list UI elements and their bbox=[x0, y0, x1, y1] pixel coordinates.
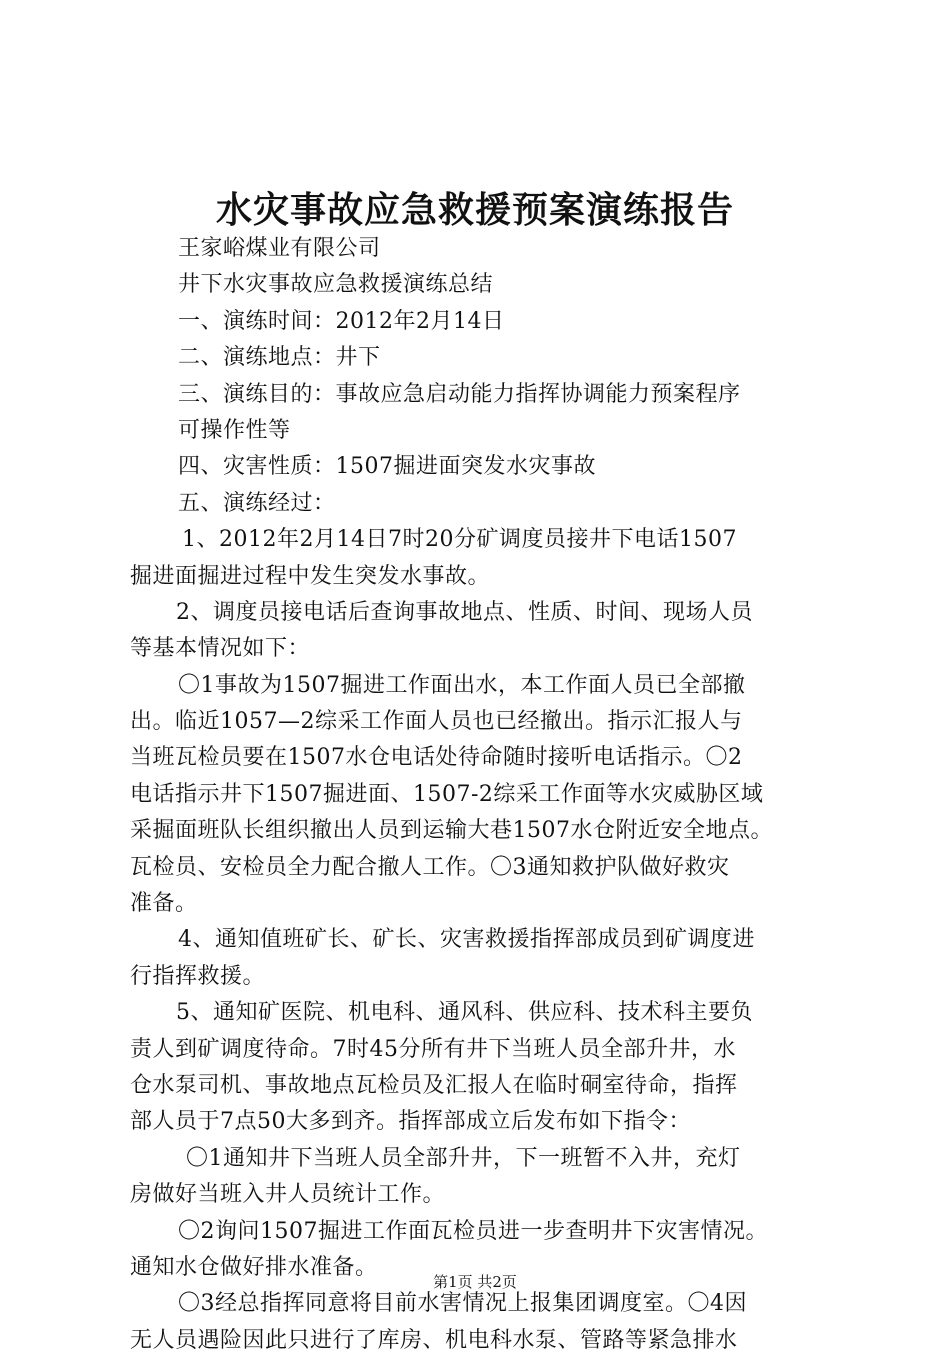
paragraph-line: 无人员遇险因此只进行了库房、机电科水泵、管路等紧急排水 bbox=[130, 1327, 738, 1353]
disaster-nature: 四、灾害性质：1507掘进面突发水灾事故 bbox=[178, 454, 596, 480]
paragraph-line: 2、调度员接电话后查询事故地点、性质、时间、现场人员 bbox=[176, 599, 753, 625]
paragraph-line: 等基本情况如下： bbox=[130, 636, 311, 662]
paragraph-line: 准备。 bbox=[130, 891, 198, 917]
drill-process-heading: 五、演练经过： bbox=[178, 490, 336, 516]
paragraph-line: 掘进面掘进过程中发生突发水事故。 bbox=[130, 563, 491, 589]
paragraph-line: 出。临近1057—2综采工作面人员也已经撤出。指示汇报人与 bbox=[130, 709, 743, 735]
paragraph-line: 4、通知值班矿长、矿长、灾害救援指挥部成员到矿调度进 bbox=[178, 927, 755, 953]
drill-time: 一、演练时间：2012年2月14日 bbox=[178, 308, 505, 334]
document-title: 水灾事故应急救援预案演练报告 bbox=[215, 189, 734, 231]
paragraph-line: 〇1事故为1507掘进工作面出水，本工作面人员已全部撤 bbox=[178, 672, 746, 698]
report-subtitle: 井下水灾事故应急救援演练总结 bbox=[178, 272, 494, 298]
paragraph-line: 通知水仓做好排水准备。 bbox=[130, 1254, 378, 1280]
drill-purpose: 三、演练目的：事故应急启动能力指挥协调能力预案程序 bbox=[178, 381, 741, 407]
paragraph-line: 〇2询问1507掘进工作面瓦检员进一步查明井下灾害情况。 bbox=[178, 1218, 768, 1244]
paragraph-line: 采掘面班队长组织撤出人员到运输大巷1507水仓附近安全地点。 bbox=[130, 818, 773, 844]
paragraph-line: 1、2012年2月14日7时20分矿调度员接井下电话1507 bbox=[182, 527, 737, 553]
page-number-footer: 第1页 共2页 bbox=[433, 1273, 517, 1291]
paragraph-line: 电话指示井下1507掘进面、1507-2综采工作面等水灾威胁区域 bbox=[130, 781, 764, 807]
paragraph-line: 瓦检员、安检员全力配合撤人工作。〇3通知救护队做好救灾 bbox=[130, 854, 730, 880]
paragraph-line: 〇3经总指挥同意将目前水害情况上报集团调度室。〇4因 bbox=[178, 1291, 747, 1317]
document-body bbox=[130, 231, 830, 1359]
paragraph-line: 部人员于7点50大多到齐。指挥部成立后发布如下指令： bbox=[130, 1109, 691, 1135]
company-name: 王家峪煤业有限公司 bbox=[178, 236, 381, 261]
paragraph-line: 〇1通知井下当班人员全部升井，下一班暂不入井，充灯 bbox=[186, 1145, 741, 1171]
drill-purpose-continued: 可操作性等 bbox=[178, 417, 291, 443]
paragraph-line: 仓水泵司机、事故地点瓦检员及汇报人在临时硐室待命，指挥 bbox=[130, 1072, 738, 1098]
paragraph-line: 当班瓦检员要在1507水仓电话处待命随时接听电话指示。〇2 bbox=[130, 745, 743, 771]
paragraph-line: 行指挥救援。 bbox=[130, 963, 266, 989]
paragraph-line: 责人到矿调度待命。7时45分所有井下当班人员全部升井，水 bbox=[130, 1036, 736, 1062]
drill-location: 二、演练地点：井下 bbox=[178, 345, 381, 371]
paragraph-line: 5、通知矿医院、机电科、通风科、供应科、技术科主要负 bbox=[176, 1000, 753, 1026]
paragraph-line: 房做好当班入井人员统计工作。 bbox=[130, 1182, 446, 1208]
